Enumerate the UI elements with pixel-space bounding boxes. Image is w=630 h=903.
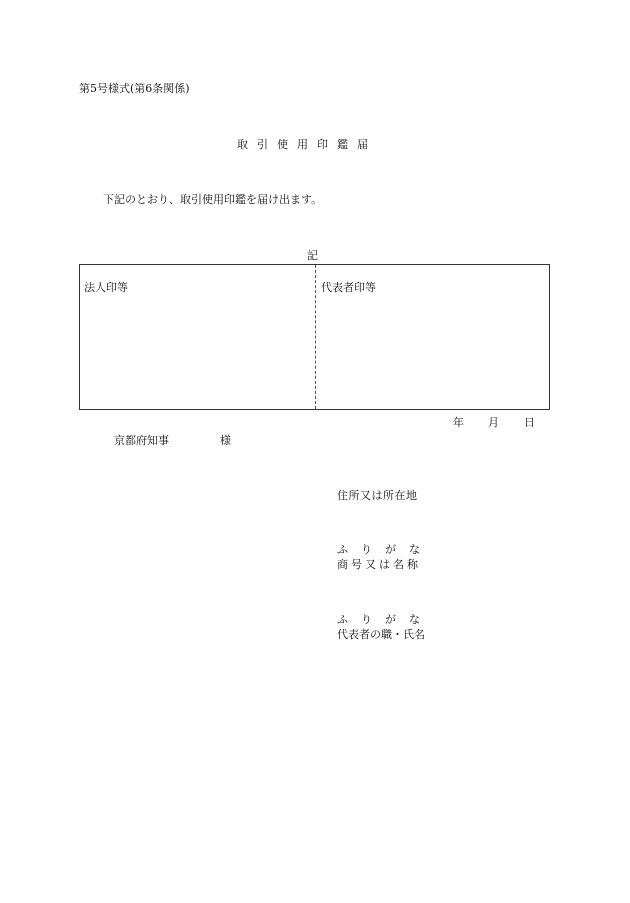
representative-label: 代表者の職・氏名 xyxy=(337,628,425,641)
representative-seal-label: 代表者印等 xyxy=(321,281,376,294)
addressee-honorific: 様 xyxy=(220,434,231,447)
corporate-seal-label: 法人印等 xyxy=(84,281,128,294)
date-year-label: 年 xyxy=(453,416,464,429)
date-month-label: 月 xyxy=(488,416,499,429)
addressee-name: 京都府知事 xyxy=(114,434,169,447)
seal-table xyxy=(79,264,550,410)
form-number: 第5号様式(第6条関係) xyxy=(79,82,190,95)
seal-table-divider xyxy=(315,265,316,409)
date-day-label: 日 xyxy=(524,416,535,429)
lead-text: 下記のとおり、取引使用印鑑を届け出ます。 xyxy=(103,193,323,206)
trade-name-label: 商号又は名称 xyxy=(337,558,421,571)
furigana-label-representative: ふりがな xyxy=(337,613,433,626)
document-title: 取引使用印鑑届 xyxy=(237,138,377,151)
address-label: 住所又は所在地 xyxy=(337,489,418,502)
furigana-label-name: ふりがな xyxy=(337,543,433,556)
ki-heading: 記 xyxy=(307,249,318,262)
